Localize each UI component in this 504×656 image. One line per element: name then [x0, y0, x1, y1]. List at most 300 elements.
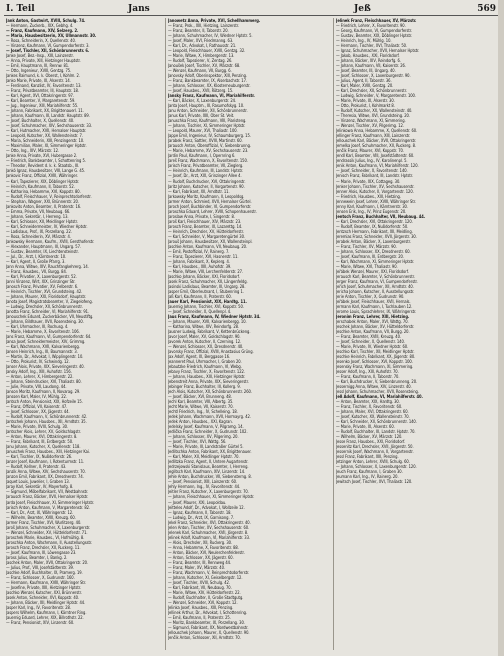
directory-entry: Jarausch Anton, Oberoffizial, V, Siebenbrunng. — [168, 143, 251, 149]
directory-entry: — Emil, Postoffizial, IV, Rainerg. 7. — [168, 248, 230, 254]
directory-entry: — Karl, Schneider, V, Margaretengürtel 30. — [168, 233, 246, 239]
directory-entry: Jermann Karl, Kaufmann, I, Tuchlauben 12. — [336, 303, 413, 309]
directory-entry: Jehly Hermann, Ing., IV, Favoritenstr. 44. — [168, 484, 241, 490]
directory-entry: Jeanneret Paul, Uhrmacher, I, Graben 20. — [168, 359, 242, 365]
directory-entry: — Karl, Tischler, IX, Nußdorferstr. 26. — [6, 454, 73, 460]
directory-entry: Jennewein Josef, Lehrer, XVIII, Währinger Str. — [336, 198, 416, 204]
directory-entry: — Franz, Tischler, XV, Märzstr. 90. — [336, 243, 397, 249]
directory-entry: — Anton, Maurer, XVI, Ottakringerstr. 8. — [6, 434, 78, 440]
directory-entry: — Wenzel, Kaufmann, VII, Burgg. 6. — [168, 68, 232, 74]
directory-entry: Jax Adolf, Agent, IX, Berggasse 16. — [168, 354, 231, 360]
directory-entry: — Marie, Witwe, XIV, Hütteldorferstr. 22. — [168, 589, 241, 595]
directory-entry: — Anton, Beamter, XIX, Hardtg. 30. — [336, 399, 400, 405]
directory-entry: — Johann, Maurer, XVII, Kalvarienbergg. 10. — [168, 318, 247, 324]
directory-entry: Jessernigg Anna, Witwe, XIV, Linzerstr. 40. — [336, 384, 412, 390]
directory-entry: — Theresia, Witwe, XVI, Grundsteing. 20. — [336, 113, 410, 119]
directory-entry: Jecht Marie, Witwe, VII, Kaiserstr. 70. — [168, 404, 234, 410]
directory-entry: — Anna, Private, XIII, Hietzinger Hauptstr. — [6, 58, 81, 64]
directory-entry: Jerie Anton, Tischler, X, Gudrunstr. 90. — [336, 293, 405, 299]
directory-entry: — Johann, Maler, XVI, Ottakringerstr. 60. — [336, 409, 409, 415]
directory-entry: — Jakob, Hausbes., XXI, Floridsdorf. — [336, 53, 400, 59]
directory-entry: Jans Franz, Kaufmann, VI, Gumpendorferstr. 64. — [6, 333, 92, 339]
directory-entry: Jaschko Johann, Bäcker, XXI, Floridsdorf. — [168, 273, 240, 279]
directory-entry: Jaquet Louis, Juwelier, I, Graben 13. — [6, 479, 70, 485]
directory-entry: — Josef, Maurer, XXI, Leopoldau. — [168, 499, 227, 505]
directory-entry: — Anton, Schlosser, XX, Jägerstr. 60. — [168, 554, 234, 560]
directory-entry: — Marie, Private, IX, Alserstr. 30. — [336, 98, 395, 104]
directory-entry: — Emil, Kaufmann, II, Praterstr. 25. — [168, 614, 231, 620]
directory-entry: Jarosch Franz, Beamter, IX, Lazarettg. 14. — [168, 223, 243, 229]
directory-entry: — Karl, Fabrikant, VII, Neubaug. 70. — [168, 584, 232, 590]
directory-entry: Janouschek Eduard, Zuckerbäcker, VII, Neustiftg. — [6, 313, 94, 319]
directory-entry: — Karl, Fabrikant, XII, Arndtstr. 11. — [168, 188, 230, 194]
directory-entry: — Julie, Private, VIII, Laudong. 44. — [6, 384, 67, 390]
directory-entry: — Sigmund, Fabrikant, XX, Nordwestbahnstr. — [168, 624, 249, 630]
directory-entry: — Wenzel, Tischler, XV, Pilgerimg. 12. — [336, 123, 404, 129]
directory-entry: — Rudolf, Buchdrucker, XVI, Ottakringerstr. — [168, 178, 246, 184]
directory-entry: Jaroš Johann, Schuhmacher, X, Laxenburgerstr. — [6, 524, 91, 530]
directory-entry: Jarouš Johann, Hausbesitzer, XX, Wallensteinpl. — [168, 238, 253, 244]
directory-entry: Jelen Anton, Tischler, XV, Sechshauserstr. 60. — [168, 524, 250, 530]
directory-entry: — Emil, Hauptmann, III, Rennw. 81. — [6, 63, 70, 69]
directory-entry: — Franz, Tapezierer, XVI, Hasnerstr. 11. — [168, 253, 239, 259]
directory-entry: — Heinrich, Kaufmann, III, Landstr. Hptstr. — [168, 168, 244, 174]
directory-entry: Jaschek Anton, Maler, XVII, Ottakringerstr. 20. — [6, 559, 89, 565]
directory-entry: Jantsch Anton, Pensionist, XIX, Hofzeile 15. — [6, 399, 83, 405]
directory-entry: — Gustav, Beamter, XIX, Döblinger Hptstr. — [336, 33, 413, 39]
directory-entry: — Maria, Hausbesitzerin, XV, Ullmannstr. 30. — [6, 33, 97, 39]
directory-entry: Jaroslaw Anna, Private, I, Singerstr. 8. — [168, 213, 235, 219]
directory-entry: Jankes Raimund, k. k. Oberst, I, Kohlm. 2. — [6, 73, 80, 79]
directory-entry: Jedek Johann, Wachmann, XVII, Hormayrg. 42. — [168, 414, 251, 420]
directory-entry: Jeschko Karl, Tischler, XII, Meidlinger Hptstr. — [336, 349, 415, 355]
directory-entry: Jellinger Franz, Kaufmann, XIII, Lainzerstr. — [336, 133, 411, 139]
directory-entry: — Marie, Private, IV, Wiedner Hptstr. 60. — [336, 344, 409, 350]
directory-entry: Jeitler Franz, Kutscher, X, Laxenburgerstr. 70. — [168, 489, 249, 495]
directory-entry: — Ludwig, Dr., Arzt, IX, Garnisong. 7. — [168, 514, 235, 520]
directory-entry: — Franz, Tischler, X, Favoritenstr. 60. — [336, 404, 403, 410]
directory-entry: — Josefine, Private, XIII, Hietzinger Hptstr. — [6, 584, 81, 590]
directory-entry: — Karl, Uhrmacher, III, Rochusg. 4. — [6, 323, 69, 329]
directory-entry: Jebautzke Friedrich, Kaufmann, VI, Webg. — [168, 364, 242, 370]
directory-entry: — Heinrich, Tischler, XVI, Grundsteing. 42. — [6, 288, 83, 294]
directory-entry: — Franz, Kaufmann, II, Taborstr. 70. — [336, 374, 400, 380]
directory-entry: Jaus Franz, Kaufmann, IV, Wiedner Hptstr. 34. — [168, 313, 261, 319]
directory-entry: — Johann, Steindrucker, XVI, Thaliastr. 80. — [6, 379, 82, 385]
directory-entry: — Josef, Kaufmann, III, Löwengasse 23. — [6, 549, 77, 555]
directory-entry: Januschek Franz, Hausbes., XIII, Hietzinger Kai. — [6, 449, 90, 455]
directory-entry: Janus Karl, Private, XIII, Ober St. Veit. — [168, 113, 235, 119]
directory-entry: Jarisch Anton, Kaufmann, V, Margaretenstr. 82. — [6, 504, 91, 510]
directory-entry: Jellouschek Karl, Bäcker, XVII, Ottakringerstr. — [336, 138, 417, 144]
directory-entry: — Karl, Agent, II, Große Pfarrg. 3. — [6, 258, 66, 264]
directory-entry: — Karl, Dr., Advokat, I, Rathausstr. 21. — [168, 43, 237, 49]
directory-entry: — Franz, Hausbes., VII, Burgg. 84. — [6, 268, 67, 274]
directory-entry: — Josef, Schneider, X, Quellenstr. 140. — [336, 339, 405, 344]
directory-entry: Jebenstreit Anna, Private, XIX, Sieveringerstr. — [168, 379, 249, 385]
directory-entry: — Franz, Beamter, II, Taborstr. 20. — [168, 28, 229, 34]
directory-entry: — Karl, Bäcker, X, Laxenburgerstr. 24. — [168, 98, 237, 104]
directory-entry: Javorek Anton, Kutscher, II, Czerning. 12. — [168, 339, 242, 344]
directory-entry: — Karl, Beamter, V, Margaretenstr. 59. — [6, 98, 76, 104]
directory-entry: Jenisch Franz, Fabrikant, III, Landstr. Hptstr. — [336, 173, 413, 179]
directory-entry: — Ignaz, Kaufmann, II, Taborstr. 18. — [168, 509, 232, 515]
directory-entry: — Johann, Fabrikant, XX, Brigittenauerl. 11. — [6, 108, 84, 114]
directory-entry: — Josef, Tischler, XII, Schönbrunnerstr. 6. — [6, 48, 90, 54]
directory-entry: Jansky Adolf, Ing., XIII, Auhofstr. 156. — [6, 369, 72, 375]
directory-entry: Jaross Julius, Beamter, I, Bankg. 2. — [6, 554, 68, 560]
directory-entry: Jarosch Franz, Drechsler, XII, Ruckerg. 11. — [6, 544, 81, 550]
directory-entry: — Rudolf, Beamter, IX, Nußdorferstr. 50. — [336, 223, 409, 229]
directory-entry: — Maria, Schneiderin, XIII, Penzingerstr. 10. — [6, 138, 85, 144]
directory-entry: — Rudolf, Kellner, II, Praterstr. 43. — [6, 464, 67, 470]
directory-entry: Jarabek Franz, Sattler, XVIII, Martinstr. 60. — [168, 138, 243, 144]
directory-entry: Jeschke Anton, Kaufmann, VII, Burgg. 20. — [336, 328, 410, 334]
directory-entry: — Karl, Hutmacher, XVII, Hernalser Hauptstr. — [6, 128, 87, 134]
directory-entry: — Karl, Schlosser, XII, Meidlinger Hptstr. — [6, 218, 78, 224]
directory-entry: Jerausch Karl, Beamter, V, Schönbrunnerstr. — [336, 273, 415, 279]
directory-entry: Jaroch Josef, Buchbinder, VI, Gumpendorferstr. — [168, 203, 252, 209]
directory-entry: Jessl Franz, Fabrikant, XIII, Penzing. — [336, 454, 399, 460]
directory-entry: Jankowsky Hermann, Kaufm., XVIII, Gersthoferstr. — [6, 238, 95, 244]
directory-entry: — Heinrich, Drechsler, XV, Hütteldorferstr. — [168, 228, 244, 234]
directory-entry: Jarausch Franz, Bäcker, XVII, Hernalser Hptstr. — [6, 494, 89, 500]
directory-entry: — Emma, Private, VII, Neubaug. 66. — [6, 208, 71, 214]
directory-entry: — Karl, Wachmann, XVII, Kalvarienbergg. — [6, 344, 80, 350]
directory-entry: — Rudolf, Kaufmann, V, Schönbrunnerstr. 42. — [6, 414, 88, 420]
directory-entry: — Franz, Schlosser, X, Gudrunstr. 160. — [6, 574, 75, 580]
page-edge — [498, 0, 504, 656]
directory-entry: Jetzinger Anton, Lehrer, XVIII, Schulg. 60. — [336, 459, 410, 465]
directory-entry: — Josef, Pensionist, XIII, Lainzerstr. 60. — [168, 479, 238, 485]
directory-entry: — Josef, Schneider, X, Favoritenstr. 140. — [336, 168, 408, 174]
directory-entry: — Franz, Privatbeamter, III, Hauptstr. 18. — [6, 88, 79, 94]
directory-entry: Janovsky Adolf, Oberinspektor, XIII, Penzing. — [168, 73, 247, 79]
directory-entry: Jasek Franz, Schuhmacher, XII, Längenfeldg. — [168, 278, 248, 284]
directory-entry: — Ladislaus, Prof., IX, Porzellang. 22. — [6, 228, 72, 234]
directory-entry: — Leopold, Kutscher, XX, Wallensteinstr. 7. — [6, 133, 83, 139]
directory-entry: — Karl, Privatier, X, Laxenburgerstr. 52. — [6, 273, 77, 279]
directory-entry: — Wilhelm, Beamter, XVIII, Kreuzg. 60. — [6, 514, 76, 520]
page-number: 569 — [477, 4, 496, 14]
directory-entry: — Katharina, Witwe, XIV, Reindorfg. 28. — [168, 323, 240, 329]
directory-entry: Jaschke Anton, Kaufmann, VII, Neubaug. 20. — [168, 243, 248, 249]
directory-entry: Jeuch Franz, Kaufmann, I, Graben 30. — [336, 469, 403, 475]
directory-entry: Jeremias Franz, Schneider, XVII, Jörgerstr. 30. — [336, 233, 417, 239]
directory-entry: Jerschabek Anton, Maler, XVI, Wattg. 70. — [336, 318, 409, 324]
directory-entry: — Friedrich, Bankbeamter, I, Schottenring 5. — [6, 158, 86, 164]
directory-entry: Jaroš Karl, Fleischhauer, XIV, Märzstr. 23. — [168, 218, 242, 224]
directory-entry: Jaspers Wilhelm, Kaufmann, I, Kärntner Ring. — [6, 609, 87, 615]
directory-entry: Jensen Erik, Ing., IV, Prinz Eugenstr. 20. — [336, 208, 407, 214]
running-head-last-entry: Jeß — [354, 4, 371, 14]
directory-entry: Janowetz Anna, Private, XVI, Schellhammerg. — [168, 18, 261, 23]
directory-entry: — Johann, Fabrikant, X, Keplerg. 4. — [168, 258, 230, 264]
directory-entry: Jesenko Josef, Schlosser, XVI, Koppstr. 100. — [336, 359, 413, 365]
directory-entry: — Johann, Bildhauer, XVII, Rosensteing. 30. — [6, 318, 84, 324]
directory-entry: Jeschke Heinrich, Fabrikant, XX, Jägerstr. 80. — [336, 354, 416, 360]
directory-entry: — Ludwig, Drechsler, XII, Schönbrunnerstr. — [6, 303, 83, 309]
directory-entry: — Josef, Kaufmann, III, Erdbergstr. 20. — [336, 253, 404, 259]
directory-entry: Jantscher Alois, Lehrer, XV, Goldschlagstr. — [6, 429, 81, 435]
directory-entry: — Karl, Wachmann, XI, Simmeringer Hptstr. — [336, 258, 415, 264]
directory-entry: — Rudolf, Buchhalter, III, Landstr. Hptstr. 70. — [336, 429, 416, 435]
directory-entry: — Karl, Maler, XII, Meidlinger Hptstr. 70. — [168, 454, 240, 460]
directory-entry: Janzik Anna, Witwe, XIV, Sechshauserstr. 70. — [6, 469, 86, 475]
directory-entry: — Josef, Hausbes., XVII, Rötzerg. 15. — [168, 88, 234, 94]
directory-entry: Jaß Karl, Kaufmann, II, Praterstr. 60. — [168, 293, 232, 299]
directory-entry: — Johann, Schlosser, X, Laxenburgerstr. 120. — [336, 464, 417, 470]
directory-entry: — Marie, Private, XVIII, Schulg. 30. — [6, 424, 69, 430]
directory-entry: Janzon Emil, Fabrikant, XX, Dresdnerstr. 74. — [6, 474, 84, 480]
directory-entry: — Johann, Kaufmann, VII, Kaiserstr. 26. — [336, 63, 406, 69]
directory-entry: — Karl, Buchdrucker, V, Siebenbrunneng. 20. — [336, 379, 418, 385]
directory-entry: — Otto, Prokurist, IV, Schwindg. 12. — [6, 359, 70, 365]
directory-entry: — Johann, Schuhmacher, IV, Wiedner Hptstr. 5. — [168, 33, 253, 39]
directory-entry: Jankovits Anton, Beamter, II, Praterstr. 16. — [6, 203, 82, 209]
directory-entry: Jessenitz Karl, Drechsler, XVII, Jörgerstr. 50. — [336, 444, 414, 450]
directory-entry: — Franz, Pensionist, XIV, Linzerstr. 60. — [6, 619, 75, 625]
directory-entry: Jank Anton, Gastwirt, XVIII, Schulg. 74. — [6, 18, 86, 23]
directory-entry: Jarmer Anton, Schmied, XVII, Hernalser Gürtel. — [168, 198, 252, 204]
directory-entry: Jenker Johann, Tischler, XV, Sechshauserstr. — [336, 183, 415, 189]
directory-entry: Jelinek Franz, Fleischhauer, XV, Märzstr. — [336, 18, 417, 23]
directory-entry: Jasper Emil, Oberleutnant, I, Stubenring 1. — [168, 288, 244, 294]
directory-entry: — Johann, Schlosser, XV, Pilgerimg. 20. — [168, 434, 239, 440]
directory-entry: — Julius, Agent, II, Taborstr. 36. — [336, 78, 392, 84]
directory-entry: Jerger Franz, Kaufmann, VI, Gumpendorferstr. — [336, 278, 418, 284]
directory-entry: Jenčik Franz, Maurer, XVI, Koppstr. 70. — [336, 148, 404, 154]
directory-entry: Jeronim Franz, Lehrer, XIII, Hietzing. — [336, 313, 410, 319]
directory-entry: — Josef, Maler, XVI, Friedmanng. 63. — [168, 38, 234, 44]
directory-entry: Jesensky Franz, Wachmann, XI, Simmering. — [336, 364, 414, 370]
directory-entry: Jechl Karl, Beamter, VIII, Albertg. 35. — [168, 399, 234, 405]
directory-entry: — Karl, Drechsler, XVI, Ottakringerstr. 120. — [336, 218, 413, 224]
directory-entry: Jech Alois, Kutscher, XII, Schönbrunnerstr. 260. — [168, 389, 252, 395]
directory-entry: Jenny Karl, Kaufmann, I, Kärntnerstr. 30. — [336, 203, 408, 209]
directory-entry: Janson Moritz, Kaufmann, II, Novarag. 29. — [6, 389, 81, 395]
directory-entry: Jedlička Franz, Schneider, X, Gudrunstr. 102. — [168, 429, 248, 435]
directory-entry: — Josef, Tischler, XVIII, Schulg. 42. — [168, 579, 230, 585]
directory-entry: — Josef, Schlosser, X, Laxenburgerstr. 90. — [336, 73, 411, 79]
directory-entry: — Rosa, Schneiderin, X, Quellenstr. 40. — [6, 38, 76, 44]
directory-entry: — Josef, Tischler, XVI, Wattg. 56. — [168, 439, 227, 445]
directory-entry: — Johann, Maurer, XXI, Floridsdorf, Hauptstr. — [6, 293, 87, 299]
directory-entry: Jarda Josef, Fleischhauer, XI, Simmeringer Hptstr. — [6, 499, 95, 505]
directory-entry: — Franz, Fabrikant, III, Erdbergstr. 50. — [6, 439, 74, 445]
directory-entry: Jentsch Franz, Buchhalter, VII, Neubaug. 44. — [336, 213, 426, 219]
directory-entry: — Karl, Schneider, XII, Schönbrunnerstr. 140. — [336, 419, 417, 425]
directory-entry: Jedelsky Josef, Kaufmann, V, Pilgramg. 14. — [168, 424, 244, 430]
directory-entry: Jeřich Josef, Schuhmacher, XII, Arndtstr. 40. — [336, 283, 414, 289]
directory-entry: Jedrzejowski Stanislaus, Beamter, I, Herreng. — [168, 464, 249, 470]
directory-entry: Jedlitzka Franz, Agent, II, Untere Augartenstr. — [168, 459, 249, 465]
running-head-first-entry: Jans — [128, 4, 150, 14]
directory-entry: — Franz, Offizial, VII, Kaiserstr. 47. — [6, 404, 68, 410]
directory-entry: — Marie, Private, IX, Alserstr. 60. — [336, 424, 395, 430]
directory-entry: Jauernig Eduard, Lehrer, XIX, Billrothstr. 22. — [6, 614, 84, 620]
directory-entry: Jellouschek Johann, Maurer, X, Quellenstr. 90. — [168, 629, 250, 635]
directory-entry: — Josef, Schuhmacher, XIV, Sechshauserstr. 33. — [6, 123, 93, 129]
section-label: I. Teil — [6, 4, 35, 14]
directory-entry: Javorsky Franz, Offizial, XVIII, Anastasius Grüng. — [168, 349, 254, 355]
directory-entry: — Franz, Kaufmann, XIV, Selzerg. 2. — [6, 28, 79, 34]
directory-entry: — Josef, Beamter, III, Ungarg. 40. — [336, 68, 396, 74]
directory-entry: Jemelka Josef, Schuhmacher, XII, Ruckerg. 8. — [336, 143, 417, 149]
column-divider — [333, 18, 334, 650]
directory-entry: Jardin Paul, Kaufmann, I, Opernring 6. — [168, 153, 236, 159]
directory-entry: — Johann, Schlosser, XX, Dresdnerstr. 60. — [336, 248, 411, 254]
directory-entry: — Alois, Drechsler, XII, Ruckerg. 30. — [168, 539, 233, 545]
directory-entry: Jareš Franz, Wachmann, X, Favoritenstr. 150. — [168, 158, 248, 164]
directory-entry: — Leopold, Maurer, XVI, Thaliastr. 100. — [168, 128, 238, 134]
directory-entry: — Marie, Private, XIX, Cottageg. 30. — [336, 178, 401, 184]
directory-entry: — Josef, Dr., Arzt, XIX, Grinzinger Allee 4. — [168, 173, 242, 179]
directory-entry: — Johann, Schlosser, XX, Klosterneuburgerstr. — [168, 83, 251, 89]
directory-entry: — Hermann, Tischler, XVI, Thaliastr. 50. — [336, 43, 408, 49]
directory-entry: Janzer Josef, Kaufmann, I, Rotenturmstr. 11. — [6, 459, 85, 465]
directory-entry: Jankó Ignaz, Hausbesitzer, VIII, Lange G. 45. — [6, 168, 86, 174]
directory-entry: — Rosa, Schneiderin, XV, Märzstr. 4. — [6, 233, 71, 239]
directory-entry: — Rudolf, Kutscher, XX, Wallensteinstr. 40. — [336, 108, 413, 114]
directory-entry: — Theodor, Revident d. k. k. Staatsb., III. — [6, 163, 80, 169]
directory-entry: Janota Josef, Magistratsbeamter, V, Ziegelofeng. — [6, 298, 93, 304]
column-divider — [165, 18, 166, 650]
directory-entry: Jessernik Josef, Wachmann, II, Vorgartenstr. — [336, 449, 414, 455]
directory-entry: — Karl, Maler, XVIII, Gentzg. 20. — [336, 83, 394, 89]
directory-entry: Janser Alois, Private, XIX, Sieveringerstr. 40. — [6, 364, 85, 370]
directory-entry: — Marie, Witwe, X, Himbergerstr. 13. — [168, 53, 235, 59]
directory-entry: — Otto, Prokurist, I, Kohlmarkt 8. — [336, 103, 395, 109]
directory-entry: — Sigmund, Möbelfabrikant, VII, Westbahnstr. — [6, 489, 89, 495]
directory-entry: Jedek Anton, Hausbes., XXI, Kagran. — [168, 419, 233, 425]
directory-entry: — Maximilian, Maler, XI, Simmeringer Hptstr. — [6, 143, 87, 149]
directory-entry: Jauernig Johann, Tischler, XVI, Koppstr. 50. — [168, 303, 244, 309]
directory-entry: Janko Marie, Private, IX, Alserstr. 14. — [6, 78, 71, 84]
directory-entry: Jaroschka Anton, Wachmann, II, Ausstellungsstr. — [6, 539, 93, 545]
directory-entry: Jenner Alois, Kutscher, II, Vorgartenstr. 120. — [336, 188, 414, 194]
directory-entry: Jeitteles Adolf, Dr., Advokat, I, Wollzeile 12. — [168, 504, 245, 510]
directory-entry: Jerabek Anton, Bäcker, X, Laxenburgerstr. — [336, 238, 411, 244]
directory-entry: — Karl, Schneidermeister, IV, Wiedner Hptstr. — [6, 223, 88, 229]
directory-entry: Javor Josef, Maler, XV, Goldschlagstr. 90. — [168, 333, 241, 339]
directory-entry: Jarkowsky Moritz, Kaufmann, II, Leopoldsg. — [168, 193, 245, 199]
directory-entry: Jeschek Johann, Bäcker, XV, Hütteldorferstr. — [336, 323, 415, 329]
directory-entry: Jenik Anton, Kaufmann, VI, Mariahilferstr. 120. — [336, 163, 419, 169]
directory-entry: Janta Josef, Hauptm., III, Rasumofskyg. 10. — [168, 103, 245, 109]
directory-entry: Jaritz Johann, Kutscher, II, Vorgartenstr. 90. — [168, 183, 245, 189]
directory-entry: — Ludwig, Schneider, V, Margaretenstr. 100. — [336, 93, 416, 99]
directory-entry: Jeglitsch Karl, Kaufmann, XIV, Linzerstr. 14. — [168, 469, 246, 475]
directory-entry: Jelinka Josef, Hausbes., XIII, Penzing. — [168, 604, 234, 610]
directory-entry: Jarisch Franz, Privatbeamter, VII, Zieglerg. — [168, 163, 244, 169]
directory-entry: — Josef, Buchhalter, X, Quellenstr. 40. — [6, 118, 75, 124]
directory-entry: — Marie, Witwe, XVI, Thaliastr. 90. — [336, 263, 398, 269]
directory-entry: — Stephan, Wagner, XXI, Brünnerstr. 20. — [6, 198, 79, 204]
directory-entry: — Rudolf, Fleischhauer, V, Reinprechtsdorferstr. — [6, 193, 92, 199]
directory-entry: Jeß Adolf, Kaufmann, VI, Mariahilferstr. 40. — [336, 394, 423, 400]
directory-entry: — Heinrich, Kaufmann, II, Taborstr. 52. — [6, 183, 75, 189]
directory-entry: — Rudolf, Tapezierer, V, Zentag. 26. — [168, 58, 233, 64]
directory-entry: — Wenzel, Schlosser, XX, Dresdnerstr. 40. — [168, 344, 244, 350]
directory-entry: — Johann, Fleischhauer, XI, Simmeringer Hptstr. — [168, 494, 255, 500]
directory-entry: Janke Anna, Private, XVI, Hubergasse 2. — [6, 153, 78, 159]
directory-entry: — Johann, Tischler, XI, Simmeringer Hptstr. — [168, 123, 246, 129]
directory-entry: — Hermann, Kaufmann, XVIII, Währinger Str. — [6, 579, 87, 585]
directory-entry: — Marie, Hebamme, XV, Sechshauserstr. 23. — [168, 148, 249, 154]
directory-entry: Jann Anna, Witwe, XIV, Rauchfangkehrerg. 14. — [6, 263, 89, 269]
directory-entry: Jasek Anton, Schneider, XVI, Koppstr. 40. — [6, 594, 80, 600]
directory-entry: — Georg, Kaufmann, VI, Gumpendorferstr. — [336, 28, 412, 34]
directory-entry: Jericha Johann, Kutscher, II, Ausstellungsstr. — [336, 288, 415, 294]
directory-entry: — Anton, Lehrer, X, Himbergerstr. 22. — [6, 374, 74, 380]
directory-entry: Janu Johann, Kutscher, X, Quellenstr. 118. — [6, 444, 81, 450]
directory-entry: — Johann, Kaufmann, III, Landstr. Hauptstr. 89. — [6, 113, 90, 119]
directory-entry: — Anna, Hebamme, X, Favoritenstr. 88. — [168, 544, 239, 550]
directory-entry: — Johann, Sekretär, I, Herreng. 13. — [6, 213, 69, 219]
directory-entry: Jewitsch Josef, Tischler, XVI, Thaliastr. 120. — [336, 479, 413, 485]
directory-entry: Jesser Adolf, Ing., XIII, Auhofstr. 70. — [336, 369, 399, 375]
directory-entry: — Vinzenz, Wachmann, XI, Simmering. — [336, 118, 406, 124]
directory-entry: Jeumann Karl, Ing., IV, Rainerg. 20. — [336, 474, 399, 480]
directory-entry: Jenčik Anton, Schlosser, XII, Arndtstr. 70. — [168, 634, 241, 640]
directory-entry: — Franz, Prok., XIII, Hietzing, Lainzerstr. — [168, 23, 240, 29]
directory-entry: Jendl Karl, Beamter, VIII, Josefstädterstr. 60. — [336, 153, 415, 159]
directory-entry: Jaschke Adolf, Buchhalter, IX, Pramerg. 19. — [6, 569, 83, 575]
directory-entry: Jebavy Franz, Tischler, X, Favoritenstr. 122. — [168, 369, 245, 375]
directory-entry: Jeřábek Wenzel, Maurer, XXI, Floridsdorf. — [336, 268, 409, 274]
directory-entry: — Wenzel, Schneider, XV, Hütteldorferstr. 71. — [6, 529, 88, 535]
directory-entry: — Ignaz, Schuhmacher, XVII, Hernalser Hptstr. — [336, 48, 420, 54]
directory-entry: Jerome Louis, Sprachlehrer, IX, Währingerstr. — [336, 308, 417, 314]
directory-entry: Janoušek Josef, Tischler, XV, Märzstr. 68. — [168, 63, 241, 69]
directory-entry: Jankovic Franz, Offizial, XVIII, Währinger. — [6, 173, 78, 179]
directory-entry: Jansky Franz, Kaufmann, VI, Mariahilferstr. — [168, 93, 255, 99]
directory-entry: Janu Anton, Schneider, XII, Schönbrunnerstr. — [168, 108, 248, 114]
directory-entry: Jelinek Adolf, Kaufmann, VI, Mariahilferstr. 33. — [168, 534, 251, 540]
directory-entry: Jantschek Johann, Hausbes., XII, Arndtstr. 35. — [6, 419, 87, 425]
directory-entry: — Josef, Schneider, X, Quellenpl. 4. — [168, 308, 232, 314]
directory-entry: Janosch Franz, Privatier, XV, Felberstr. 6. — [6, 283, 79, 289]
directory-entry: — Marie, Witwe, VIII, Lerchenfelderstr. 27. — [168, 268, 244, 274]
directory-entry: Jekel Franz, Schneider, XVI, Ottakringerstr. 40. — [168, 519, 251, 525]
directory-entry: Jappe Emil, Ingenieur, IV, Schaumburgerg. 15. — [168, 133, 251, 139]
entry-column-2 — [168, 18, 332, 650]
directory-entry: Jansen Heinrich, Ing., III, Baumannstr. 3. — [6, 349, 78, 355]
directory-entry: — Jug., Ingenieur, XIII, Mariahilferstr. 55. — [6, 103, 79, 109]
directory-entry: Jarmer Franz, Tischler, XVI, Wurlitzerg. 40. — [6, 519, 82, 525]
directory-entry: Jedlitschka Anton, Fabrikant, XX, Brigittenauer. — [168, 449, 252, 455]
directory-entry: Jendrassik Julius, Ing., IV, Karolinenpl. 5. — [336, 158, 408, 164]
header-rule — [4, 15, 500, 16]
directory-entry: Janni Vinzenz, Wirt, XIX, Grinzinger Str. — [6, 278, 76, 284]
directory-entry: — Moritz, Bankbeamter, IX, Porzellang. 30. — [168, 619, 245, 625]
directory-entry: — Franz, Beamter, XVIII, Kreuzg. 40. — [336, 333, 401, 339]
directory-entry: Jaray Karl, Sekretär, IV, Mayerhofg. 8. — [6, 484, 74, 490]
directory-entry: Jasinski Ladislaus, Beamter, III, Ungarg. 28. — [168, 283, 246, 289]
directory-entry: — Leopold, Fleischhauer, XVIII, Gentzg. 32. — [168, 48, 246, 54]
directory-entry: — Marie, Hebamme, X, Favoritenstr. 106. — [6, 328, 80, 334]
directory-entry: — Heinrich, Ing., IV, Mühlg. 10. — [336, 38, 392, 44]
directory-entry: Jauer Karl, Pensionist, XIX, Hardtg. 11. — [168, 298, 247, 304]
directory-entry: Jausner Ludwig, Fabrikant, V, Kettenbrückeng. — [168, 328, 251, 334]
directory-entry: — Martin, Dr., Advokat, I, Wipplingerstr. 10. — [6, 354, 84, 360]
directory-entry: — Johann, Bäcker, XII, Meidlinger Hptstr. 44. — [6, 599, 86, 605]
directory-entry: — Friedrich, Lehrer, X, Favoritenstr. 90. — [336, 23, 406, 29]
directory-entry: Janssen Karl, Maler, IV, Mühlg. 22. — [6, 394, 67, 400]
directory-entry: — Karl, Hausbes., XIII, Auhofstr. 39. — [168, 263, 232, 269]
directory-entry: Jessl Johann, Schuhmacher, XVII, Rosensteing. — [336, 389, 419, 395]
